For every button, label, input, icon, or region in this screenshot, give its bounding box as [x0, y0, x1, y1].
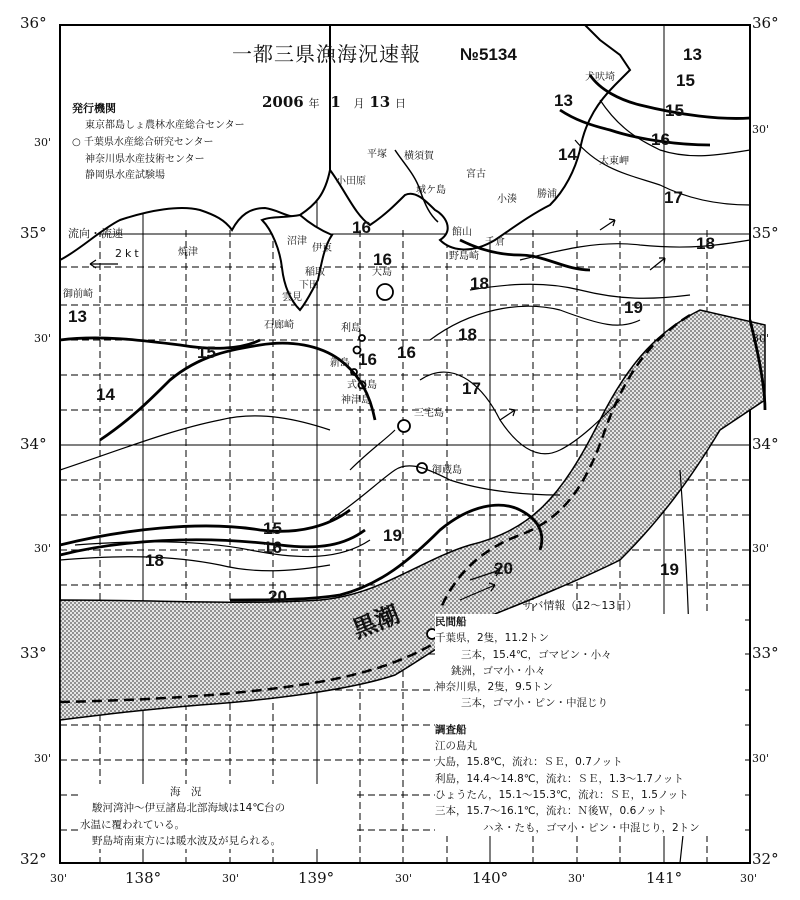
isotherm-label: 13	[554, 91, 573, 110]
place-label: 神津島	[341, 395, 371, 406]
lat-label-right-3230: 30'	[752, 752, 770, 765]
isotherm-label: 15	[676, 71, 695, 90]
isotherm-label: 19	[383, 526, 402, 545]
sea-conditions-heading: 海 況	[170, 786, 202, 798]
place-label: 城ケ島	[416, 185, 446, 196]
lat-label-left-3430: 30'	[34, 332, 52, 345]
info-line: 三本，ゴマ小・ピン・中混じり	[461, 697, 608, 710]
lon-label-5: 30'	[395, 872, 413, 885]
place-label: 小田原	[336, 176, 366, 187]
date-year: 2006	[262, 93, 304, 111]
kuroshio-label: 黒潮	[348, 599, 404, 644]
isotherm-label: 16	[373, 250, 392, 269]
sea-conditions-panel	[80, 784, 355, 849]
lat-label-left-33: 33°	[20, 644, 47, 662]
lat-label-right-36: 36°	[752, 14, 779, 32]
isotherm-label: 18	[470, 274, 489, 293]
condition-line: 水温に覆われている。	[80, 818, 185, 831]
survey-ship-heading: 調査船	[435, 723, 467, 736]
survey-ship-name: 江の島丸	[435, 740, 477, 753]
current-legend-title: 流向・流速	[68, 227, 123, 240]
condition-line: 野島埼南東方には暖水波及が見られる。	[92, 834, 281, 847]
survey-line: 三本，15.7～16.1℃，流れ：Ｎ後Ｗ，0.6ノット	[435, 805, 668, 818]
place-label: 御蔵島	[432, 465, 462, 476]
issuers-heading: 発行機関	[72, 102, 116, 115]
place-label: 犬吠埼	[585, 72, 615, 83]
place-label: 利島	[341, 323, 361, 334]
lat-label-left-3230: 30'	[34, 752, 52, 765]
private-ship-heading: 民間船	[435, 616, 467, 628]
place-label: 横須賀	[404, 151, 434, 162]
lat-label-right-3430: 30'	[752, 332, 770, 345]
place-label: 御前崎	[63, 289, 93, 300]
issue-number: №5134	[460, 45, 517, 64]
isotherm-label: 17	[462, 379, 481, 398]
lat-label-right-35: 35°	[752, 224, 779, 242]
info-line: 銚洲，ゴマ小・小々	[451, 664, 546, 677]
lat-label-left-34: 34°	[20, 435, 47, 453]
isotherm-label: 20	[494, 559, 513, 578]
isotherm-label: 15	[197, 343, 216, 362]
info-line: 三本，15.4℃，ゴマビン・小々	[461, 648, 612, 661]
issuer-shizuoka: 静岡県水産試験場	[85, 170, 165, 181]
place-label: 平塚	[367, 149, 387, 160]
place-label: 大島	[372, 267, 392, 278]
place-label: 下田	[299, 280, 319, 291]
isotherm-label: 16	[263, 538, 282, 557]
lon-label-3: 30'	[222, 872, 240, 885]
lon-label-7: 30'	[568, 872, 586, 885]
isotherm-label: 16	[651, 130, 670, 149]
lon-label-6: 140°	[472, 869, 509, 887]
isotherm-label: 15	[263, 519, 282, 538]
lat-label-right-3530: 30'	[752, 123, 770, 136]
saba-info-heading: サバ情報（12～13日）	[522, 599, 638, 612]
issue-date	[262, 95, 406, 110]
lat-label-left-3330: 30'	[34, 542, 52, 555]
condition-line: 駿河湾沖～伊豆諸島北部海域は14℃台の	[92, 802, 286, 815]
isotherm-label: 17	[664, 188, 683, 207]
issuer-kanagawa: 神奈川県水産技術センター	[85, 154, 205, 165]
info-line: 千葉県，2隻，11.2トン	[435, 632, 550, 645]
lon-label-4: 139°	[298, 869, 335, 887]
issuer-tokyo: 東京都島しょ農林水産総合センター	[85, 120, 245, 131]
place-label: 焼津	[178, 247, 198, 258]
isotherm-label: 18	[145, 551, 164, 570]
isotherm-label: 14	[558, 145, 577, 164]
place-label: 野島崎	[449, 251, 479, 262]
place-label: 稲取	[305, 267, 325, 278]
lat-label-right-34: 34°	[752, 435, 779, 453]
date-year-unit: 年	[308, 97, 320, 110]
place-label: 館山	[452, 227, 472, 238]
lat-label-right-3330: 30'	[752, 542, 770, 555]
place-label: 新島	[330, 358, 350, 369]
current-legend-scale: 2kt	[115, 247, 142, 260]
place-label: 千倉	[485, 237, 505, 248]
date-day: 13	[369, 93, 391, 111]
isotherm-label: 16	[352, 218, 371, 237]
survey-line: ハネ・たも，ゴマ小・ピン・中混じり，2トン	[483, 821, 700, 834]
date-day-unit: 日	[394, 97, 406, 110]
isotherm-label: 14	[96, 385, 115, 404]
lon-label-8: 141°	[646, 869, 683, 887]
isotherm-label: 19	[660, 560, 679, 579]
issuer-chiba-text: 千葉県水産総合研究センター	[83, 137, 214, 148]
date-month-unit: 月	[353, 97, 365, 110]
isotherm-label: 16	[358, 350, 377, 369]
lat-label-left-3530: 30'	[34, 136, 52, 149]
isotherm-label: 15	[665, 101, 684, 120]
place-label: 宮古	[466, 169, 486, 180]
survey-line: ひょうたん，15.1～15.3℃，流れ：ＳＥ，1.5ノット	[435, 788, 689, 801]
issuer-chiba: ○ 千葉県水産総合研究センター	[72, 137, 214, 148]
lat-label-right-33: 33°	[752, 644, 779, 662]
isotherm-label: 20	[268, 587, 287, 606]
place-label: 三宅島	[414, 408, 444, 419]
isotherm-label: 18	[696, 234, 715, 253]
lat-label-left-36: 36°	[20, 14, 47, 32]
info-line: 神奈川県，2隻，9.5トン	[435, 681, 553, 694]
survey-line: 大島，15.8℃，流れ：ＳＥ，0.7ノット	[435, 756, 623, 769]
place-label: 太東岬	[599, 156, 629, 167]
place-label: 勝浦	[537, 189, 557, 200]
lon-label-1: 30'	[50, 872, 68, 885]
place-label: 沼津	[287, 236, 307, 247]
fishing-info-panel	[435, 614, 745, 836]
place-label: 伊東	[312, 243, 332, 254]
date-month: 1	[330, 93, 341, 111]
isotherm-label: 16	[397, 343, 416, 362]
place-label: 式根島	[347, 380, 377, 391]
isotherm-label: 13	[683, 45, 702, 64]
isotherm-label: 18	[458, 325, 477, 344]
place-label: 雲見	[282, 292, 302, 303]
isotherm-label: 19	[624, 298, 643, 317]
lon-label-9: 30'	[740, 872, 758, 885]
lat-label-left-35: 35°	[20, 224, 47, 242]
place-label: 石廊崎	[264, 320, 294, 331]
lat-label-right-32: 32°	[752, 850, 779, 868]
place-label: 小湊	[497, 194, 517, 205]
lon-label-2: 138°	[125, 869, 162, 887]
lat-label-left-32: 32°	[20, 850, 47, 868]
survey-line: 利島，14.4～14.8℃，流れ：ＳＥ，1.3～1.7ノット	[435, 772, 684, 785]
map-title: 一都三県漁海況速報	[232, 42, 421, 66]
isotherm-label: 13	[68, 307, 87, 326]
